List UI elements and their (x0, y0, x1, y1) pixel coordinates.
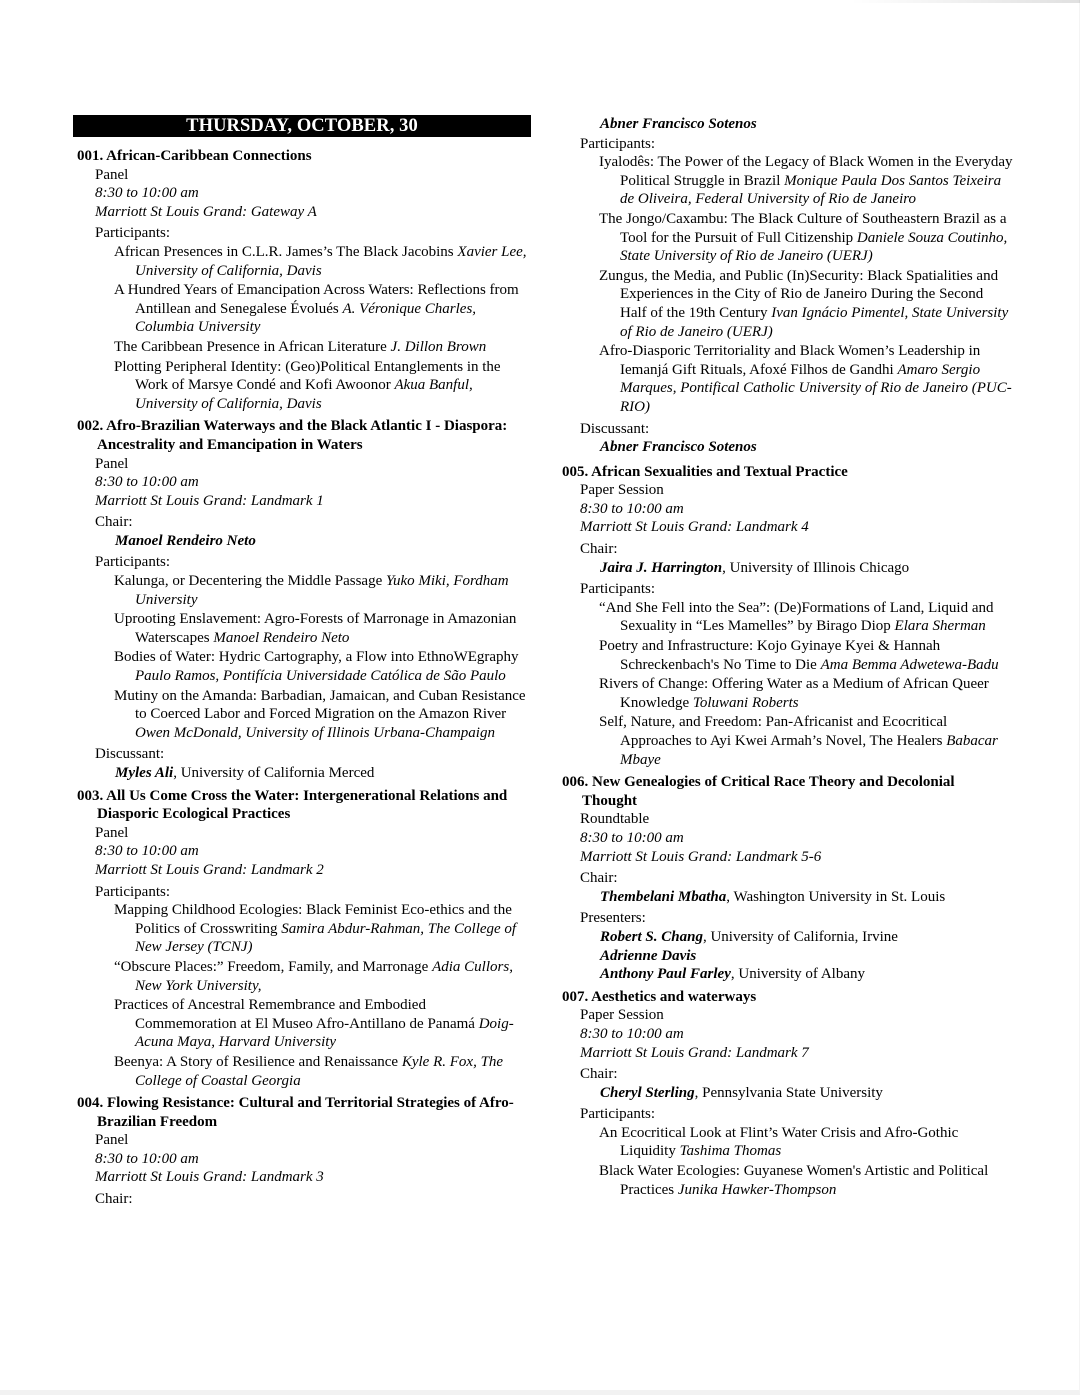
discussant-person (558, 438, 1013, 457)
discussant-label: Discussant: (95, 746, 165, 763)
presenter-affiliation: , University of California, Irvine (702, 928, 898, 945)
paper-author: Owen McDonald, University of Illinois Urbana-Champaign (135, 724, 495, 741)
paper-title: “Obscure Places:” Freedom, Family, and Marronage (114, 958, 429, 975)
paper-entry (73, 648, 531, 685)
paper-entry (558, 1162, 1013, 1199)
session-type: Paper Session (580, 482, 664, 499)
session-title: 003. All Us Come Cross the Water: Intergenerational Relations and Diasporic Ecological Practices (77, 787, 508, 823)
session-002 (73, 417, 531, 782)
session-type: Panel (95, 1132, 129, 1149)
participants-label: Participants: (95, 883, 170, 900)
paper-author: Manoel Rendeiro Neto (213, 629, 350, 646)
paper-author: A. Véronique Charles, Columbia University (135, 300, 477, 336)
presenter (558, 947, 1013, 966)
paper-author: Yuko Miki, Fordham University (135, 573, 509, 608)
paper-title: Black Water Ecologies: Guyanese Women's Artistic and Political Practices (599, 1163, 989, 1198)
session-title: 004. Flowing Resistance: Cultural and Territorial Strategies of Afro-Brazilian Freedom (77, 1095, 514, 1130)
session-room: Marriott St Louis Grand: Landmark 3 (95, 1169, 324, 1186)
paper-title: “And She Fell into the Sea”: (De)Formations of Land, Liquid and Sexuality in “Les Mamelles” by Birago Diop (599, 599, 994, 635)
presenter (558, 965, 1013, 984)
chair-person (73, 532, 531, 551)
paper-author: Junika Hawker-Thompson (677, 1181, 837, 1198)
paper-entry (558, 342, 1013, 416)
paper-title: A Hundred Years of Emancipation Across Waters: Reflections from Antillean and Senegalese Évolués (114, 282, 519, 317)
paper-title: Mapping Childhood Ecologies: Black Feminist Eco-ethics and the Politics of Crosswriting (114, 902, 512, 937)
paper-title: The Jongo/Caxambu: The Black Culture of Southeastern Brazil as a Tool for the Pursuit of Full Citizenship (599, 210, 1007, 246)
chair-name: Abner Francisco Sotenos (600, 116, 757, 132)
paper-author: Ivan Ignácio Pimentel, State University of Rio de Janeiro (UERJ) (620, 304, 1009, 340)
right-column (558, 115, 1013, 1203)
session-title: 007. Aesthetics and waterways (562, 988, 757, 1005)
session-type: Panel (95, 455, 129, 472)
participants-label: Participants: (95, 554, 170, 571)
chair-label: Chair: (95, 1191, 133, 1208)
session-title: 005. African Sexualities and Textual Practice (562, 463, 848, 480)
chair-label: Chair: (580, 1066, 618, 1083)
paper-entry (558, 713, 1013, 769)
paper-author: Akua Banful, University of California, Davis (135, 377, 473, 412)
session-004-continued (558, 115, 1013, 457)
session-006 (558, 773, 1013, 984)
paper-author: Xavier Lee, University of California, Davis (135, 243, 527, 279)
paper-title: Poetry and Infrastructure: Kojo Gyinaye Kyei & Hannah Schreckenbach's No Time to Die (599, 638, 941, 673)
participants-label: Participants: (580, 1106, 655, 1123)
paper-title: An Ecocritical Look at Flint’s Water Crisis and Afro-Gothic Liquidity (599, 1124, 959, 1160)
paper-entry (73, 687, 531, 743)
chair-affiliation: , University of Illinois Chicago (722, 559, 910, 576)
presenter-name: Anthony Paul Farley (600, 966, 731, 983)
paper-entry (73, 243, 531, 280)
presenter-name: Adrienne Davis (600, 947, 697, 964)
paper-title: African Presences in C.L.R. James’s The Black Jacobins (114, 243, 454, 260)
chair-label: Chair: (580, 541, 618, 558)
discussant-name: Myles Ali (115, 765, 174, 781)
session-type: Panel (95, 824, 129, 841)
chair-label: Chair: (580, 870, 618, 887)
paper-entry (73, 281, 531, 337)
session-type: Paper Session (580, 1007, 664, 1024)
session-type: Roundtable (580, 811, 650, 828)
chair-name: Jaira J. Harrington (600, 559, 723, 576)
session-room: Marriott St Louis Grand: Landmark 5-6 (580, 848, 822, 865)
paper-title: Bodies of Water: Hydric Cartography, a Flow into EthnoWEgraphy (114, 649, 519, 666)
paper-title: Uprooting Enslavement: Agro-Forests of Marronage in Amazonian Waterscapes (114, 611, 517, 646)
paper-author: Adia Cullors, New York University, (135, 958, 513, 994)
presenters-label: Presenters: (580, 910, 646, 927)
session-room: Marriott St Louis Grand: Landmark 2 (95, 861, 324, 878)
chair-name: Manoel Rendeiro Neto (115, 532, 256, 549)
paper-entry (73, 901, 531, 957)
paper-author: Amaro Sergio Marques, Pontifical Catholic University of Rio de Janeiro (PUC-RIO) (620, 361, 1012, 415)
paper-entry (558, 599, 1013, 636)
session-time: 8:30 to 10:00 am (95, 185, 199, 202)
discussant-label: Discussant: (580, 420, 650, 437)
paper-entry (558, 675, 1013, 712)
session-title: 006. New Genealogies of Critical Race Theory and Decolonial Thought (562, 774, 955, 809)
session-type: Panel (95, 166, 129, 183)
chair-label: Chair: (95, 514, 133, 531)
chair-person (558, 888, 1013, 907)
session-time: 8:30 to 10:00 am (580, 829, 684, 846)
day-header: THURSDAY, OCTOBER, 30 (73, 115, 531, 137)
paper-author: J. Dillon Brown (390, 338, 487, 355)
paper-title: Practices of Ancestral Remembrance and Embodied Commemoration at El Museo Afro-Antillano de Panamá (114, 997, 475, 1032)
session-005 (558, 463, 1013, 770)
paper-title: Beenya: A Story of Resilience and Renaissance (114, 1053, 399, 1070)
paper-author: Paulo Ramos, Pontifícia Universidade Católica de São Paulo (135, 668, 506, 685)
left-column (73, 115, 531, 1213)
paper-title: Plotting Peripheral Identity: (Geo)Political Entanglements in the Work of Marsye Condé and Kofi Awoonor (114, 358, 501, 394)
session-room: Marriott St Louis Grand: Landmark 4 (580, 519, 809, 536)
paper-entry (73, 358, 531, 414)
paper-author: Kyle R. Fox, The College of Coastal Georgia (135, 1053, 504, 1089)
paper-author: Tashima Thomas (679, 1143, 782, 1160)
paper-entry (73, 996, 531, 1052)
session-room: Marriott St Louis Grand: Gateway A (95, 203, 317, 220)
chair-person (558, 559, 1013, 578)
presenter-name: Robert S. Chang (600, 928, 703, 945)
paper-author: Ama Bemma Adwetewa-Badu (820, 656, 999, 673)
paper-entry (73, 338, 531, 357)
paper-entry (73, 958, 531, 995)
chair-affiliation: , Washington University in St. Louis (726, 888, 946, 905)
chair-name: Thembelani Mbatha (600, 888, 727, 905)
paper-author: Toluwani Roberts (692, 694, 799, 711)
discussant-person (73, 764, 531, 783)
session-room: Marriott St Louis Grand: Landmark 7 (580, 1044, 809, 1061)
paper-author: Daniele Souza Coutinho, State University of Rio de Janeiro (UERJ) (620, 229, 1008, 265)
presenter (558, 928, 1013, 947)
paper-title: Rivers of Change: Offering Water as a Medium of African Queer Knowledge (599, 676, 989, 711)
session-003 (73, 787, 531, 1091)
session-title: 001. African-Caribbean Connections (77, 148, 312, 164)
session-time: 8:30 to 10:00 am (580, 500, 684, 517)
session-time: 8:30 to 10:00 am (580, 1025, 684, 1042)
participants-label: Participants: (580, 135, 655, 152)
paper-title: Kalunga, or Decentering the Middle Passage (114, 573, 383, 590)
paper-entry (558, 210, 1013, 266)
session-001 (73, 147, 531, 413)
session-time: 8:30 to 10:00 am (95, 843, 199, 860)
paper-entry (558, 637, 1013, 674)
paper-author: Samira Abdur-Rahman, The College of New Jersey (TCNJ) (135, 920, 517, 956)
participants-label: Participants: (95, 225, 170, 242)
paper-entry (558, 267, 1013, 341)
paper-author: Monique Paula Dos Santos Teixeira de Oliveira, Federal University of Rio de Janeiro (620, 172, 1002, 208)
paper-author: Babacar Mbaye (620, 733, 998, 768)
paper-title: Self, Nature, and Freedom: Pan-Africanist and Ecocritical Approaches to Ayi Kwei Armah’s Novel, The Healers (599, 714, 948, 749)
session-time: 8:30 to 10:00 am (95, 474, 199, 491)
paper-title: Zungus, the Media, and Public (In)Security: Black Spatialities and Experiences in the City of Rio de Janeiro During the Second Half of the 19th Century (599, 267, 999, 321)
session-007 (558, 988, 1013, 1200)
paper-title: Iyalodês: The Power of the Legacy of Black Women in the Everyday Political Struggle in Brazil (599, 154, 1013, 189)
paper-entry (73, 610, 531, 647)
chair-name: Cheryl Sterling (600, 1084, 695, 1101)
paper-entry (558, 1124, 1013, 1161)
paper-entry (73, 1053, 531, 1090)
session-title: 002. Afro-Brazilian Waterways and the Black Atlantic I - Diaspora: Ancestrality and Emancipation in Waters (77, 418, 508, 453)
paper-entry (73, 572, 531, 609)
discussant-affiliation: , University of California Merced (173, 765, 375, 781)
paper-entry (558, 153, 1013, 209)
paper-title: Afro-Diasporic Territoriality and Black Women’s Leadership in Iemanjá Gift Rituals, Afoxé Filhos de Gandhi (599, 343, 981, 378)
paper-author: Doig-Acuna Maya, Harvard University (135, 1015, 514, 1051)
chair-affiliation: , Pennsylvania State University (694, 1084, 883, 1101)
chair-person (558, 1084, 1013, 1103)
page-corner-shadow (850, 0, 1080, 3)
paper-author: Elara Sherman (894, 618, 986, 635)
session-room: Marriott St Louis Grand: Landmark 1 (95, 492, 324, 509)
participants-label: Participants: (580, 581, 655, 598)
paper-title: The Caribbean Presence in African Literature (114, 338, 387, 355)
session-004 (73, 1094, 531, 1209)
paper-title: Mutiny on the Amanda: Barbadian, Jamaican, and Cuban Resistance to Coerced Labor and Forced Migration on the Amazon River (114, 687, 526, 723)
session-time: 8:30 to 10:00 am (95, 1150, 199, 1167)
discussant-name: Abner Francisco Sotenos (600, 439, 757, 456)
presenter-affiliation: , University of Albany (730, 966, 866, 983)
